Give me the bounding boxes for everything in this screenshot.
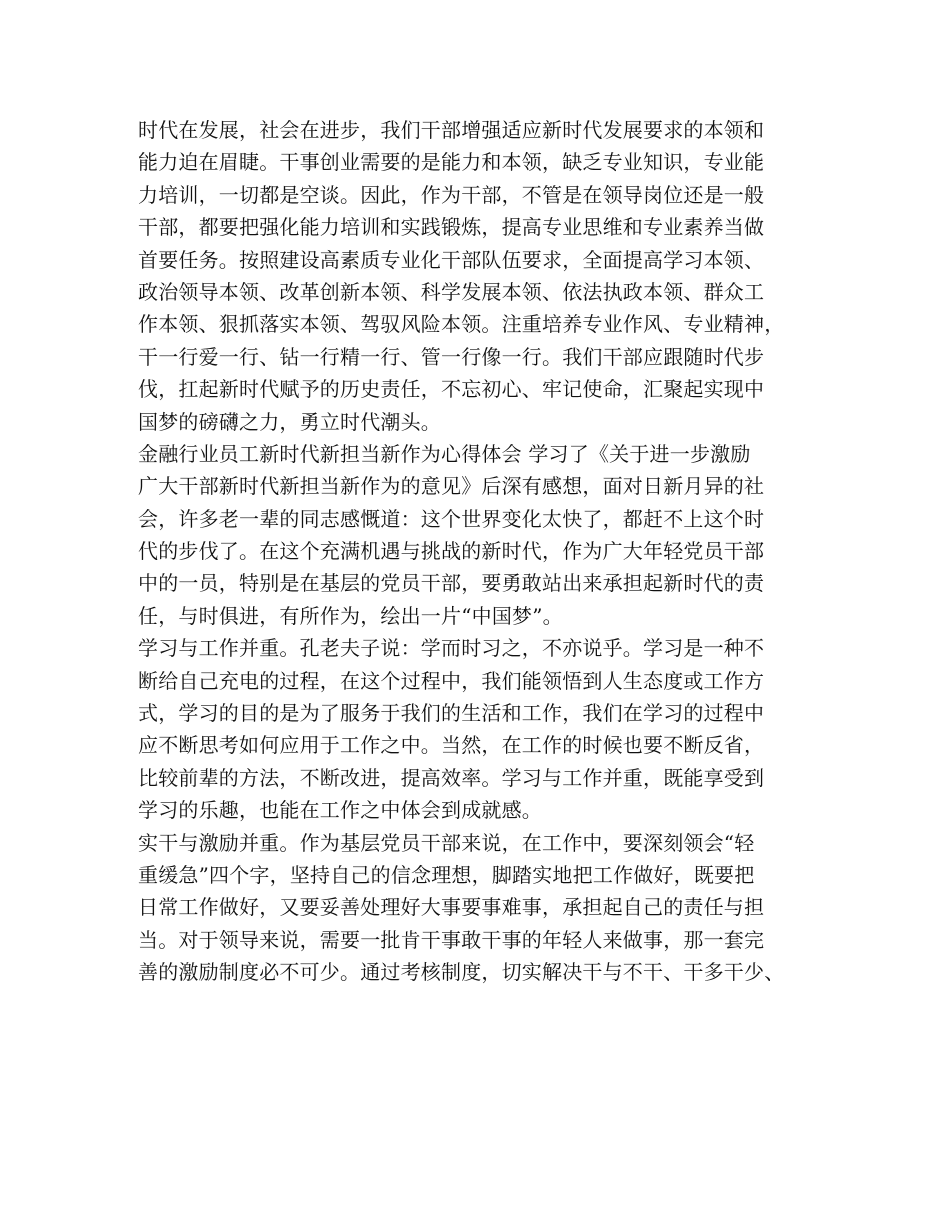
text-line: 力培训，一切都是空谈。因此，作为干部，不管是在领导岗位还是一般 bbox=[138, 182, 765, 207]
text-line: 中的一员，特别是在基层的党员干部，要勇敢站出来承担起新时代的责 bbox=[138, 571, 765, 596]
text-line: 伐，扛起新时代赋予的历史责任，不忘初心、牢记使命，汇聚起实现中 bbox=[138, 377, 765, 402]
text-line: 比较前辈的方法，不断改进，提高效率。学习与工作并重，既能享受到 bbox=[138, 765, 765, 790]
text-line: 式，学习的目的是为了服务于我们的生活和工作，我们在学习的过程中 bbox=[138, 701, 765, 726]
text-line: 代的步伐了。在这个充满机遇与挑战的新时代，作为广大年轻党员干部 bbox=[138, 539, 765, 564]
text-line: 国梦的磅礴之力，勇立时代潮头。 bbox=[138, 409, 441, 434]
text-line: 学习的乐趣，也能在工作之中体会到成就感。 bbox=[138, 798, 542, 823]
text-line: 干部，都要把强化能力培训和实践锻炼，提高专业思维和专业素养当做 bbox=[138, 215, 765, 240]
text-line: 时代在发展，社会在进步，我们干部增强适应新时代发展要求的本领和 bbox=[138, 118, 765, 142]
text-line: 广大干部新时代新担当新作为的意见》后深有感想，面对日新月异的社 bbox=[138, 474, 765, 499]
text-line: 任，与时俱进，有所作为，绘出一片“中国梦”。 bbox=[138, 603, 563, 628]
text-line: 重缓急”四个字，坚持自己的信念理想，脚踏实地把工作做好，既要把 bbox=[138, 862, 755, 887]
text-line: 金融行业员工新时代新担当新作为心得体会 学习了《关于进一步激励 bbox=[138, 441, 751, 466]
text-line: 政治领导本领、改革创新本领、科学发展本领、依法执政本领、群众工 bbox=[138, 279, 765, 304]
text-line: 作本领、狠抓落实本领、驾驭风险本领。注重培养专业作风、专业精神， bbox=[138, 312, 785, 337]
text-line: 当。对于领导来说，需要一批肯干事敢干事的年轻人来做事，那一套完 bbox=[138, 927, 765, 952]
text-line: 干一行爱一行、钻一行精一行、管一行像一行。我们干部应跟随时代步 bbox=[138, 344, 765, 369]
text-line: 断给自己充电的过程，在这个过程中，我们能领悟到人生态度或工作方 bbox=[138, 668, 765, 693]
text-line: 日常工作做好，又要妥善处理好大事要事难事，承担起自己的责任与担 bbox=[138, 895, 765, 920]
text-line: 首要任务。按照建设高素质专业化干部队伍要求，全面提高学习本领、 bbox=[138, 247, 765, 272]
text-line: 会，许多老一辈的同志感慨道：这个世界变化太快了，都赶不上这个时 bbox=[138, 506, 765, 531]
text-line: 能力迫在眉睫。干事创业需要的是能力和本领，缺乏专业知识，专业能 bbox=[138, 150, 765, 175]
text-line: 学习与工作并重。孔老夫子说：学而时习之，不亦说乎。学习是一种不 bbox=[138, 636, 765, 661]
text-line: 实干与激励并重。作为基层党员干部来说，在工作中，要深刻领会“轻 bbox=[138, 830, 755, 855]
document-body bbox=[138, 114, 828, 989]
text-line: 善的激励制度必不可少。通过考核制度，切实解决干与不干、干多干少、 bbox=[138, 960, 785, 985]
text-line: 应不断思考如何应用于工作之中。当然，在工作的时候也要不断反省， bbox=[138, 733, 765, 758]
